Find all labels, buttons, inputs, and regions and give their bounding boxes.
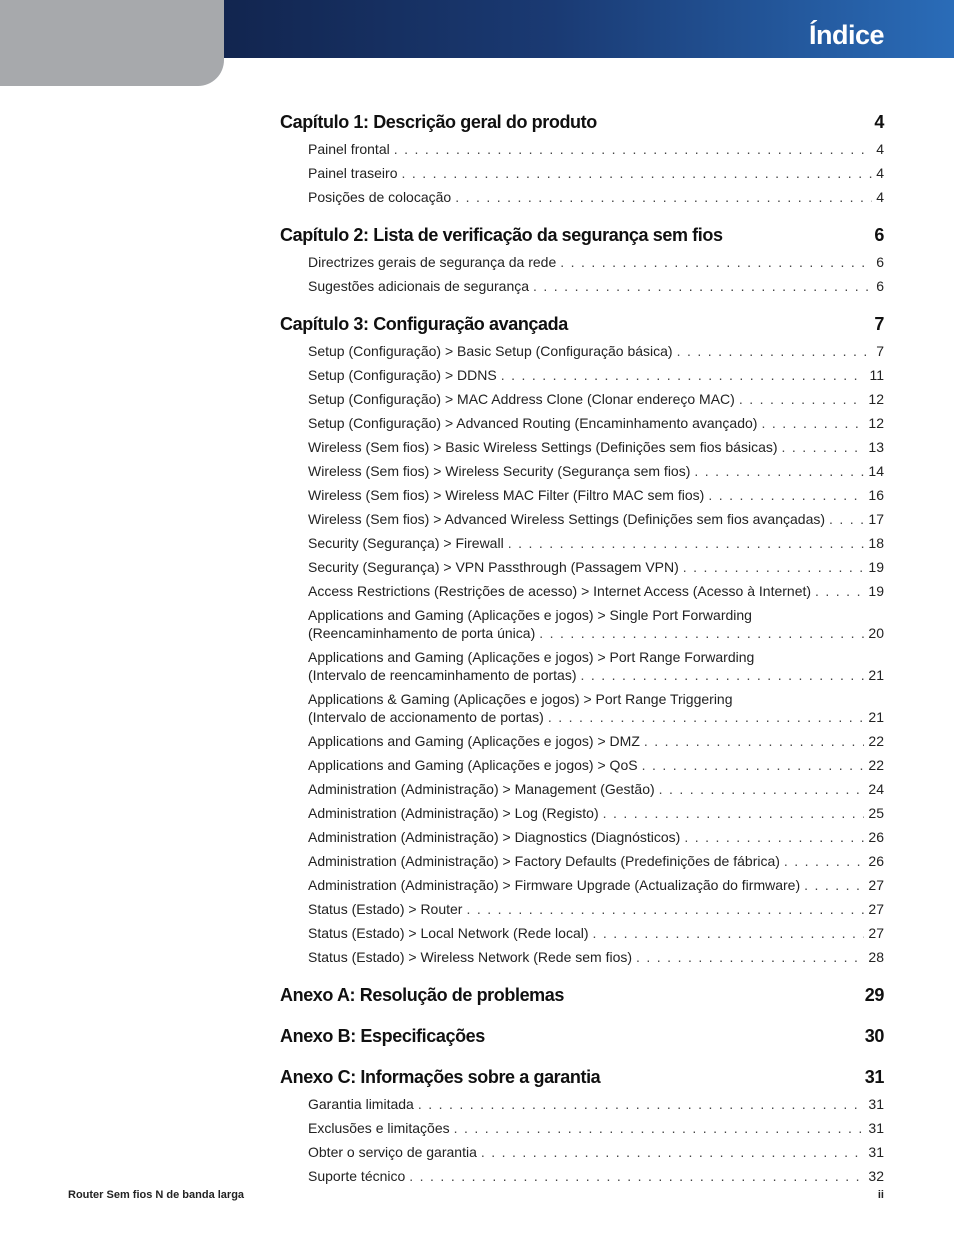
toc-entry[interactable] <box>308 900 884 924</box>
chapter-page-number: 30 <box>864 1026 884 1046</box>
entry-title: Wireless (Sem fios) > Wireless MAC Filter (Filtro MAC sem fios) <box>308 487 705 503</box>
dot-leader <box>739 390 865 408</box>
entry-title: Painel frontal <box>308 141 390 157</box>
entry-page-number: 18 <box>868 535 884 551</box>
entry-page-number: 31 <box>868 1096 884 1112</box>
toc-entry[interactable] <box>308 606 884 648</box>
toc-entry-line <box>308 558 884 576</box>
entry-title: (Intervalo de accionamento de portas) <box>308 709 544 725</box>
entry-page-number: 6 <box>876 254 884 270</box>
entry-page-number: 21 <box>868 709 884 725</box>
dot-leader <box>539 624 864 642</box>
entry-title: Obter o serviço de garantia <box>308 1144 477 1160</box>
entry-page-number: 4 <box>876 165 884 181</box>
toc-entry[interactable] <box>308 876 884 900</box>
toc-entry[interactable] <box>308 924 884 948</box>
toc-entry[interactable] <box>308 648 884 690</box>
entry-page-number: 32 <box>868 1168 884 1184</box>
chapter-page-number: 29 <box>864 985 884 1005</box>
dot-leader <box>644 732 865 750</box>
entry-title: Administration (Administração) > Firmware Upgrade (Actualização do firmware) <box>308 877 801 893</box>
entry-page-number: 28 <box>868 949 884 965</box>
entry-title: Exclusões e limitações <box>308 1120 450 1136</box>
toc-entry[interactable] <box>308 756 884 780</box>
entry-title: Security (Segurança) > VPN Passthrough (Passagem VPN) <box>308 559 679 575</box>
chapter-title: Capítulo 2: Lista de verificação da segurança sem fios <box>280 225 723 245</box>
entry-title: Wireless (Sem fios) > Advanced Wireless Settings (Definições sem fios avançadas) <box>308 511 826 527</box>
entry-title: Security (Segurança) > Firewall <box>308 535 504 551</box>
toc-entry-line <box>308 486 884 504</box>
toc-entry-line <box>308 756 884 774</box>
toc-entry-line <box>308 462 884 480</box>
dot-leader <box>481 1143 865 1161</box>
dot-leader <box>593 924 865 942</box>
dot-leader <box>694 462 864 480</box>
toc-chapter-heading[interactable] <box>280 1021 884 1052</box>
toc-entry-line <box>308 690 884 708</box>
header-gray-tab <box>0 0 224 86</box>
toc-entry[interactable] <box>308 780 884 804</box>
chapter-page-number: 6 <box>874 225 884 245</box>
toc-entry[interactable] <box>308 390 884 414</box>
toc-entry[interactable] <box>308 1143 884 1167</box>
entry-title: Setup (Configuração) > Advanced Routing (Encaminhamento avançado) <box>308 415 758 431</box>
dot-leader <box>677 342 873 360</box>
chapter-page-number: 31 <box>864 1067 884 1087</box>
toc-entry-line <box>308 666 884 684</box>
toc-entry-line <box>308 648 884 666</box>
toc-entry-line <box>308 1143 884 1161</box>
toc-entry[interactable] <box>308 852 884 876</box>
toc-entry-line <box>308 390 884 408</box>
dot-leader <box>782 438 865 456</box>
toc-entry-line <box>308 253 884 271</box>
toc-entry[interactable] <box>308 342 884 366</box>
entry-title: Setup (Configuração) > Basic Setup (Configuração básica) <box>308 343 673 359</box>
toc-entry-line <box>308 277 884 295</box>
entry-title: (Intervalo de reencaminhamento de portas) <box>308 667 577 683</box>
entry-title: Administration (Administração) > Log (Registo) <box>308 805 599 821</box>
entry-title: Posições de colocação <box>308 189 452 205</box>
entry-title: Administration (Administração) > Factory Defaults (Predefinições de fábrica) <box>308 853 780 869</box>
dot-leader <box>548 708 865 726</box>
dot-leader <box>394 140 872 158</box>
toc-entry[interactable] <box>308 462 884 486</box>
dot-leader <box>708 486 864 504</box>
toc-entry-line <box>308 342 884 360</box>
dot-leader <box>455 188 872 206</box>
toc-entry[interactable] <box>308 438 884 462</box>
dot-leader <box>580 666 864 684</box>
toc-entry-list <box>280 1095 884 1191</box>
entry-page-number: 22 <box>868 733 884 749</box>
dot-leader <box>829 510 864 528</box>
toc-entry[interactable] <box>308 164 884 188</box>
toc-entry-list <box>280 342 884 972</box>
dot-leader <box>402 164 873 182</box>
toc-entry-line <box>308 510 884 528</box>
toc-entry-line <box>308 876 884 894</box>
entry-page-number: 26 <box>868 853 884 869</box>
table-of-contents <box>280 107 884 1191</box>
dot-leader <box>761 414 864 432</box>
page-title: Índice <box>808 20 884 50</box>
entry-title: Painel traseiro <box>308 165 398 181</box>
toc-entry[interactable] <box>308 253 884 277</box>
chapter-page-number: 4 <box>874 112 884 132</box>
entry-page-number: 4 <box>876 141 884 157</box>
entry-page-number: 25 <box>868 805 884 821</box>
toc-entry-line <box>308 1167 884 1185</box>
toc-chapter-heading[interactable] <box>280 107 884 138</box>
toc-entry[interactable] <box>308 188 884 212</box>
toc-chapter-heading[interactable] <box>280 1062 884 1093</box>
entry-title: Status (Estado) > Wireless Network (Rede sem fios) <box>308 949 633 965</box>
header-blue-bar <box>224 0 954 58</box>
entry-page-number: 27 <box>868 901 884 917</box>
entry-title: Applications and Gaming (Aplicações e jogos) > Port Range Forwarding <box>308 649 755 665</box>
dot-leader <box>466 900 864 918</box>
entry-page-number: 12 <box>868 415 884 431</box>
toc-entry-line <box>308 624 884 642</box>
entry-page-number: 14 <box>868 463 884 479</box>
dot-leader <box>684 828 864 846</box>
toc-entry-line <box>308 708 884 726</box>
entry-page-number: 22 <box>868 757 884 773</box>
toc-entry-line <box>308 140 884 158</box>
toc-entry-line <box>308 924 884 942</box>
toc-entry-line <box>308 582 884 600</box>
entry-title: Applications and Gaming (Aplicações e jogos) > QoS <box>308 757 638 773</box>
entry-page-number: 31 <box>868 1144 884 1160</box>
toc-entry-line <box>308 852 884 870</box>
dot-leader <box>533 277 872 295</box>
toc-entry-line <box>308 828 884 846</box>
entry-page-number: 27 <box>868 925 884 941</box>
chapter-title: Anexo C: Informações sobre a garantia <box>280 1067 601 1087</box>
dot-leader <box>683 558 865 576</box>
toc-entry[interactable] <box>308 828 884 852</box>
toc-entry-line <box>308 732 884 750</box>
chapter-title: Anexo B: Especificações <box>280 1026 485 1046</box>
entry-page-number: 20 <box>868 625 884 641</box>
dot-leader <box>815 582 864 600</box>
toc-entry-line <box>308 188 884 206</box>
dot-leader <box>418 1095 865 1113</box>
dot-leader <box>508 534 865 552</box>
toc-chapter-heading[interactable] <box>280 220 884 251</box>
entry-title: Administration (Administração) > Management (Gestão) <box>308 781 655 797</box>
toc-entry[interactable] <box>308 534 884 558</box>
toc-entry-list <box>280 253 884 301</box>
toc-entry[interactable] <box>308 486 884 510</box>
toc-entry-line <box>308 366 884 384</box>
entry-page-number: 17 <box>868 511 884 527</box>
toc-entry[interactable] <box>308 558 884 582</box>
toc-entry[interactable] <box>308 1167 884 1191</box>
entry-title: Setup (Configuração) > MAC Address Clone (Clonar endereço MAC) <box>308 391 735 407</box>
toc-entry-line <box>308 1119 884 1137</box>
entry-title: Status (Estado) > Local Network (Rede local) <box>308 925 589 941</box>
entry-title: Administration (Administração) > Diagnostics (Diagnósticos) <box>308 829 681 845</box>
dot-leader <box>501 366 866 384</box>
dot-leader <box>560 253 872 271</box>
entry-title: Directrizes gerais de segurança da rede <box>308 254 557 270</box>
entry-title: (Reencaminhamento de porta única) <box>308 625 536 641</box>
entry-page-number: 6 <box>876 278 884 294</box>
entry-title: Setup (Configuração) > DDNS <box>308 367 497 383</box>
dot-leader <box>784 852 865 870</box>
toc-entry[interactable] <box>308 690 884 732</box>
dot-leader <box>409 1167 864 1185</box>
entry-page-number: 19 <box>868 559 884 575</box>
entry-title: Applications and Gaming (Aplicações e jogos) > DMZ <box>308 733 640 749</box>
entry-title: Access Restrictions (Restrições de acesso) > Internet Access (Acesso à Internet) <box>308 583 812 599</box>
toc-entry[interactable] <box>308 366 884 390</box>
toc-entry-line <box>308 534 884 552</box>
chapter-page-number: 7 <box>874 314 884 334</box>
toc-chapter-heading[interactable] <box>280 980 884 1011</box>
entry-page-number: 19 <box>868 583 884 599</box>
entry-title: Wireless (Sem fios) > Basic Wireless Settings (Definições sem fios básicas) <box>308 439 778 455</box>
entry-title: Wireless (Sem fios) > Wireless Security (Segurança sem fios) <box>308 463 691 479</box>
entry-page-number: 24 <box>868 781 884 797</box>
chapter-title: Anexo A: Resolução de problemas <box>280 985 565 1005</box>
toc-entry[interactable] <box>308 732 884 756</box>
toc-entry[interactable] <box>308 140 884 164</box>
entry-title: Garantia limitada <box>308 1096 414 1112</box>
chapter-title: Capítulo 3: Configuração avançada <box>280 314 568 334</box>
dot-leader <box>603 804 865 822</box>
entry-page-number: 21 <box>868 667 884 683</box>
entry-title: Status (Estado) > Router <box>308 901 463 917</box>
entry-page-number: 31 <box>868 1120 884 1136</box>
toc-entry[interactable] <box>308 1119 884 1143</box>
dot-leader <box>659 780 865 798</box>
entry-page-number: 13 <box>868 439 884 455</box>
toc-entry-line <box>308 1095 884 1113</box>
entry-page-number: 26 <box>868 829 884 845</box>
toc-entry[interactable] <box>308 582 884 606</box>
toc-entry-line <box>308 606 884 624</box>
dot-leader <box>804 876 864 894</box>
entry-page-number: 7 <box>876 343 884 359</box>
toc-entry-line <box>308 900 884 918</box>
toc-entry-line <box>308 948 884 966</box>
chapter-title: Capítulo 1: Descrição geral do produto <box>280 112 597 132</box>
toc-entry[interactable] <box>308 804 884 828</box>
entry-page-number: 27 <box>868 877 884 893</box>
toc-chapter-heading[interactable] <box>280 309 884 340</box>
entry-title: Sugestões adicionais de segurança <box>308 278 530 294</box>
footer-product-name: Router Sem fios N de banda larga <box>68 1189 245 1201</box>
toc-entry-line <box>308 438 884 456</box>
entry-page-number: 12 <box>868 391 884 407</box>
toc-entry-line <box>308 780 884 798</box>
toc-entry-list <box>280 140 884 212</box>
entry-page-number: 4 <box>876 189 884 205</box>
toc-entry-line <box>308 164 884 182</box>
entry-title: Suporte técnico <box>308 1168 406 1184</box>
toc-entry[interactable] <box>308 277 884 301</box>
toc-entry[interactable] <box>308 510 884 534</box>
toc-entry[interactable] <box>308 1095 884 1119</box>
toc-entry[interactable] <box>308 414 884 438</box>
toc-entry-line <box>308 414 884 432</box>
toc-entry-line <box>308 804 884 822</box>
toc-entry[interactable] <box>308 948 884 972</box>
entry-page-number: 11 <box>869 367 884 383</box>
dot-leader <box>636 948 864 966</box>
entry-title: Applications and Gaming (Aplicações e jogos) > Single Port Forwarding <box>308 607 752 623</box>
footer-page-number: ii <box>877 1189 884 1201</box>
dot-leader <box>454 1119 865 1137</box>
entry-title: Applications & Gaming (Aplicações e jogos) > Port Range Triggering <box>308 691 733 707</box>
entry-page-number: 16 <box>868 487 884 503</box>
dot-leader <box>642 756 865 774</box>
